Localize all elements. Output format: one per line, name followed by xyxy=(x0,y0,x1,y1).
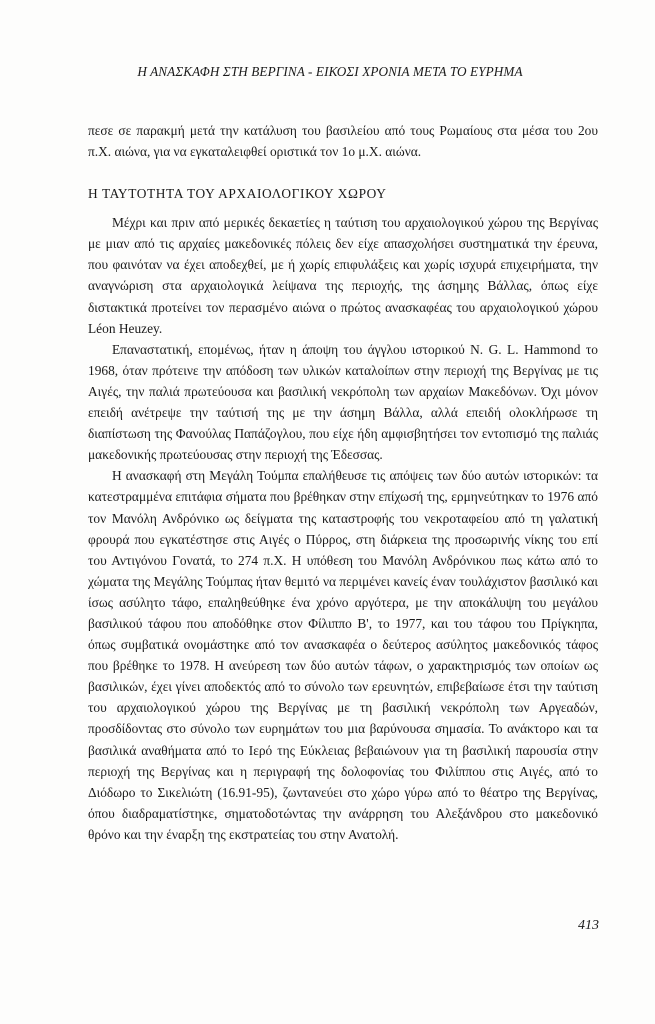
paragraph-1: Μέχρι και πριν από μερικές δεκαετίες η ταύτιση του αρχαιολογικού χώρου της Βεργίνας με μιαν από τις αρχαίες μακεδονικές πόλεις δεν είχε απασχολήσει συστηματικά την έρευνα, που φαινόταν να έχει αποδεχθεί, με ή χωρίς επιφυλάξεις και χωρίς ισχυρά επιχειρήματα, την αναγνώριση στα αρχαιολογικά λείψανα της περιοχής, της άσημης Βάλλας, όπως είχε διστακτικά προτείνει τον περασμένο αιώνα ο πρώτος ανασκαφέας του αρχαιολογικού χώρου Léon Heuzey. xyxy=(88,215,598,336)
running-header: Η ΑΝΑΣΚΑΦΗ ΣΤΗ ΒΕΡΓΙΝΑ - ΕΙΚΟΣΙ ΧΡΟΝΙΑ ΜΕΤΑ ΤΟ ΕΥΡΗΜΑ xyxy=(137,64,523,79)
intro-paragraph: πεσε σε παρακμή μετά την κατάλυση του βασιλείου από τους Ρωμαίους στα μέσα του 2ου π.Χ. αιώνα, για να εγκαταλειφθεί οριστικά τον 1ο μ.Χ. αιώνα. xyxy=(88,123,598,160)
page-number: 413 xyxy=(578,918,599,933)
body-text xyxy=(88,120,598,845)
paragraph-3: Η ανασκαφή στη Μεγάλη Τούμπα επαλήθευσε τις απόψεις των δύο αυτών ιστορικών: τα κατεστραμμένα επιτάφια σήματα που βρέθηκαν στην επίχωσή της, ερμηνεύτηκαν το 1976 από τον Μανόλη Ανδρόνικο ως δείγματα της καταστροφής του νεκροταφείου από τη γαλατική φρουρά που εγκατέστησε στις Αιγές ο Πύρρος, στη διάρκεια της προσωρινής νίκης του επί του Αντιγόνου Γονατά, το 274 π.Χ. Η υπόθεση του Μανόλη Ανδρόνικου πως κάτω από το χώματα της Μεγάλης Τούμπας ήταν θεμιτό να περιμένει κανείς έναν τουλάχιστον βασιλικό και ίσως ασύλητο τάφο, επαληθεύθηκε ένα χρόνο αργότερα, με την αποκάλυψη του μεγάλου βασιλικού τάφου που αποδόθηκε στον Φίλιππο Β', το 1977, και του τάφου του Πρίγκηπα, όπως συμβατικά ονομάστηκε από τον ανασκαφέα ο δεύτερος ασύλητος μακεδονικός τάφος που βρέθηκε το 1978. Η ανεύρεση των δύο αυτών τάφων, ο χαρακτηρισμός των οποίων ως βασιλικών, έχει γίνει αποδεκτός από το σύνολο των ερευνητών, επιβεβαίωσε έτσι την ταύτιση του αρχαιολογικού χώρου της Βεργίνας με τη βασιλική νεκρόπολη των Αργεαδών, προσδίδοντας στο σύνολο των ευρημάτων του μια βαρύνουσα σημασία. Το ανάκτορο και τα βασιλικά αναθήματα από το Ιερό της Εύκλειας βεβαιώνουν για τη βασιλική παρουσία στην περιοχή της Βεργίνας και η περιγραφή της δολοφονίας του Φιλίππου στις Αιγές, από το Διόδωρο το Σικελιώτη (16.91-95), ζωντανεύει στο χώρο γύρω από το θέατρο της Βεργίνας, όπου διαδραματίστηκε, σηματοδοτώντας την ανάρρηση του Αλεξάνδρου στο μακεδονικό θρόνο και την έναρξη της εκστρατείας του στην Ανατολή. xyxy=(88,468,598,842)
paragraph-2: Επαναστατική, επομένως, ήταν η άποψη του άγγλου ιστορικού N. G. L. Hammond το 1968, όταν πρότεινε την απόδοση των υλικών καταλοίπων στην περιοχή της Βεργίνας με τις Αιγές, την παλιά πρωτεύουσα και βασιλική νεκρόπολη των αρχαίων Μακεδόνων. Όχι μόνον επειδή ανέτρεψε την ταύτισή της με την άσημη Βάλλα, αλλά επειδή ολοκλήρωσε τη διαπίστωση της Φανούλας Παπάζογλου, που είχε ήδη αμφισβητήσει τον εντοπισμό της παλιάς μακεδονικής πρωτεύουσας στην περιοχή της Έδεσσας. xyxy=(88,341,598,463)
section-heading: Η ΤΑΥΤΟΤΗΤΑ ΤΟΥ ΑΡΧΑΙΟΛΟΓΙΚΟΥ ΧΩΡΟΥ xyxy=(88,186,387,202)
